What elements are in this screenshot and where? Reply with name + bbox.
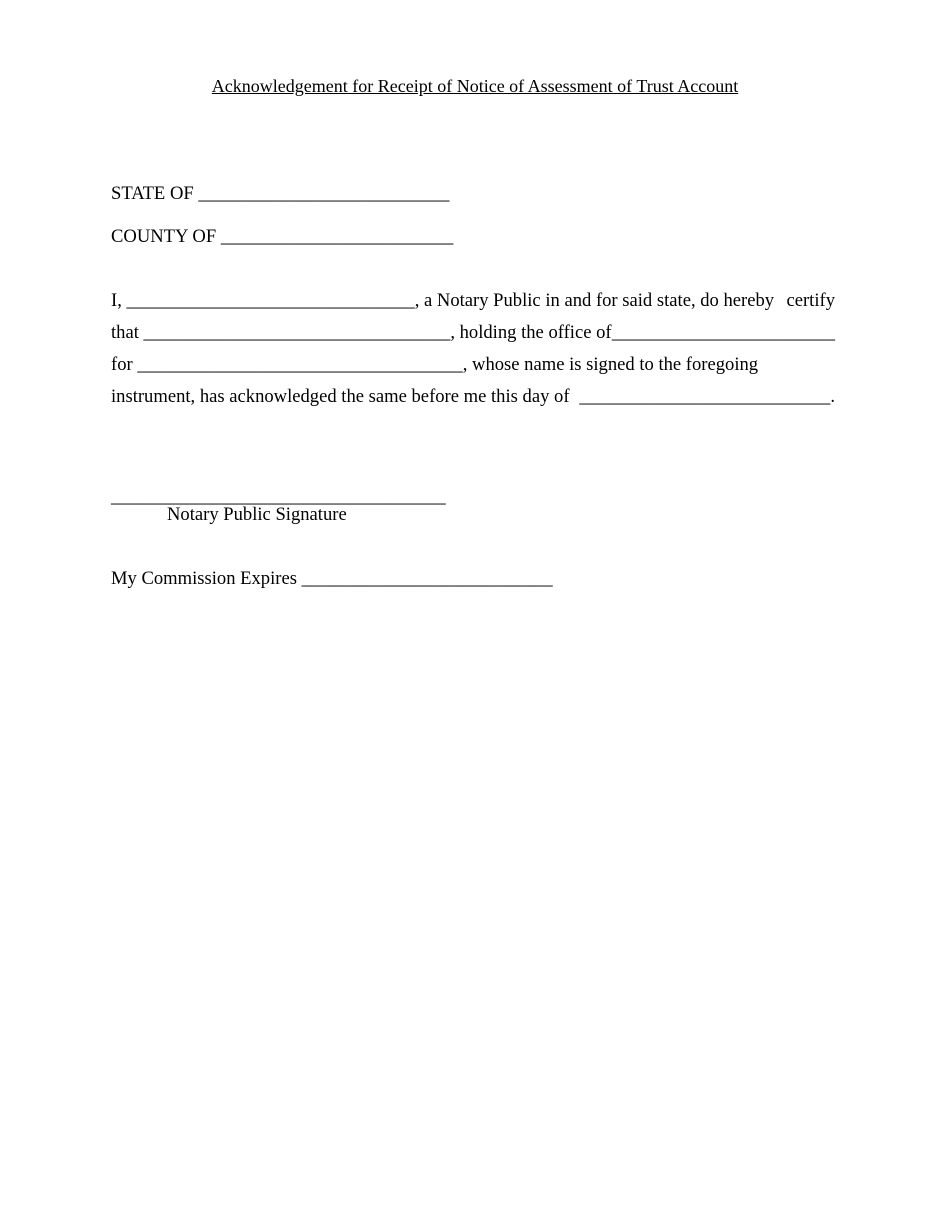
certification-line-1 (111, 290, 835, 312)
certification-line-4-end: ___________________________. (579, 386, 835, 407)
commission-expires-line: My Commission Expires ___________________________ (111, 568, 553, 589)
certification-line-3: for ___________________________________, whose name is signed to the foregoing (111, 354, 759, 375)
certification-line-2 (111, 322, 835, 344)
certification-line-4-text: instrument, has acknowledged the same before me this day of (111, 386, 570, 407)
signature-label: Notary Public Signature (167, 504, 347, 525)
certification-line-2-end: ________________________ (611, 322, 835, 343)
certification-line-2-text: that _________________________________, holding the office of (111, 322, 612, 343)
state-line: STATE OF ___________________________ (111, 183, 450, 204)
document-title: Acknowledgement for Receipt of Notice of Assessment of Trust Account (211, 76, 739, 96)
certification-line-4 (111, 386, 835, 408)
signature-line: ____________________________________ (111, 486, 446, 507)
county-line: COUNTY OF _________________________ (111, 226, 454, 247)
certification-line-1-text: I, _______________________________, a Notary Public in and for said state, do hereby (111, 290, 775, 311)
certification-line-1-end: certify (786, 290, 835, 311)
